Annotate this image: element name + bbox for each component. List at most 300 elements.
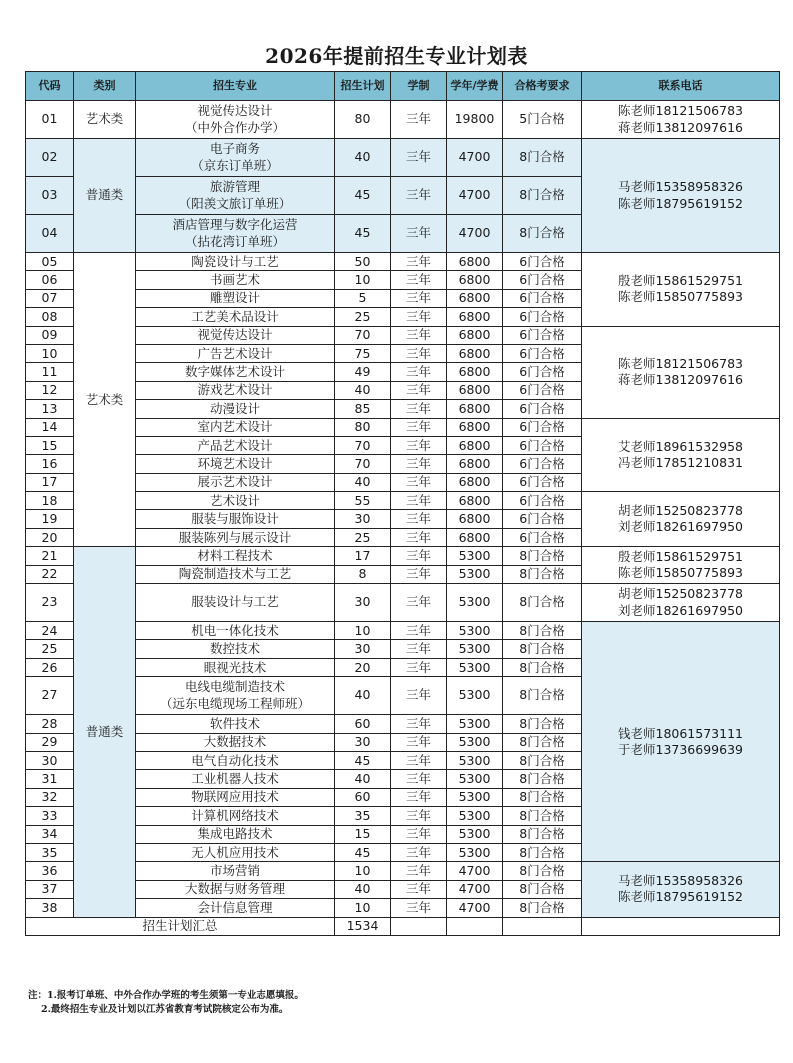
plan-cell: 25: [335, 528, 391, 546]
table-row: [26, 547, 780, 565]
requirement-cell: 8门合格: [503, 584, 582, 622]
major-cell: [136, 308, 335, 326]
requirement-cell: 8门合格: [503, 733, 582, 751]
major-cell: [136, 436, 335, 454]
contact-cell: [582, 492, 780, 547]
plan-cell: 5: [335, 289, 391, 307]
major-name: 电子商务: [209, 140, 260, 156]
duration-cell: 三年: [391, 528, 447, 546]
major-cell: [136, 825, 335, 843]
table-row: [26, 326, 780, 344]
requirement-cell: 8门合格: [503, 880, 582, 898]
plan-cell: 10: [335, 622, 391, 640]
tuition-cell: 5300: [447, 770, 503, 788]
major-cell: [136, 733, 335, 751]
tuition-cell: 6800: [447, 492, 503, 510]
code-cell: 28: [26, 715, 74, 733]
requirement-cell: 6门合格: [503, 381, 582, 399]
major-name: 艺术设计: [209, 492, 260, 508]
major-cell: [136, 418, 335, 436]
major-cell: [136, 622, 335, 640]
table-row: [26, 253, 780, 271]
plan-cell: 40: [335, 139, 391, 177]
major-cell: [136, 788, 335, 806]
tuition-cell: 6800: [447, 271, 503, 289]
duration-cell: 三年: [391, 622, 447, 640]
duration-cell: 三年: [391, 363, 447, 381]
requirement-cell: 6门合格: [503, 528, 582, 546]
requirement-cell: 8门合格: [503, 139, 582, 177]
table-row: [26, 622, 780, 640]
code-cell: 33: [26, 807, 74, 825]
header-requirement: 合格考要求: [503, 72, 582, 101]
contact-line: 刘老师18261697950: [618, 602, 743, 618]
category-cell: 普通类: [74, 547, 136, 917]
plan-cell: 60: [335, 715, 391, 733]
contact-line: 胡老师15250823778: [618, 503, 743, 519]
tuition-cell: 6800: [447, 381, 503, 399]
major-cell: [136, 215, 335, 253]
requirement-cell: 8门合格: [503, 843, 582, 861]
duration-cell: 三年: [391, 473, 447, 491]
tuition-cell: 5300: [447, 733, 503, 751]
major-cell: [136, 177, 335, 215]
tuition-cell: 5300: [447, 825, 503, 843]
duration-cell: 三年: [391, 658, 447, 676]
tuition-cell: 5300: [447, 788, 503, 806]
plan-cell: 40: [335, 473, 391, 491]
major-name: 集成电路技术: [197, 826, 273, 842]
code-cell: 36: [26, 862, 74, 880]
contact-cell: [582, 326, 780, 418]
category-cell: 艺术类: [74, 101, 136, 139]
plan-cell: 25: [335, 308, 391, 326]
major-name: 服装与服饰设计: [191, 511, 279, 527]
major-cell: [136, 510, 335, 528]
plan-cell: 70: [335, 436, 391, 454]
major-name: 室内艺术设计: [197, 419, 273, 435]
footnote-line-1: 注：1.报考订单班、中外合作办学班的考生须第一专业志愿填报。: [28, 990, 304, 1001]
plan-cell: 10: [335, 271, 391, 289]
major-cell: [136, 640, 335, 658]
requirement-cell: 6门合格: [503, 510, 582, 528]
duration-cell: 三年: [391, 733, 447, 751]
code-cell: 34: [26, 825, 74, 843]
duration-cell: 三年: [391, 751, 447, 769]
major-cell: [136, 584, 335, 622]
tuition-cell: 6800: [447, 436, 503, 454]
major-name: 服装设计与工艺: [191, 594, 279, 610]
plan-cell: 55: [335, 492, 391, 510]
plan-cell: 30: [335, 640, 391, 658]
contact-line: 胡老师15250823778: [618, 585, 743, 601]
major-name: 陶瓷制造技术与工艺: [178, 566, 292, 582]
code-cell: 08: [26, 308, 74, 326]
requirement-cell: 8门合格: [503, 640, 582, 658]
plan-cell: 30: [335, 510, 391, 528]
major-name: 书画艺术: [209, 272, 260, 288]
contact-line: 陈老师15850775893: [618, 565, 743, 581]
requirement-cell: 8门合格: [503, 825, 582, 843]
total-empty-cell: [503, 917, 582, 935]
major-name: 产品艺术设计: [197, 437, 273, 453]
duration-cell: 三年: [391, 640, 447, 658]
code-cell: 26: [26, 658, 74, 676]
major-name: 数控技术: [209, 641, 260, 657]
major-cell: [136, 363, 335, 381]
contact-line: 殷老师15861529751: [618, 273, 743, 289]
duration-cell: 三年: [391, 400, 447, 418]
page-title: 2026年提前招生专业计划表: [265, 44, 528, 68]
tuition-cell: 6800: [447, 308, 503, 326]
tuition-cell: 6800: [447, 253, 503, 271]
tuition-cell: 4700: [447, 139, 503, 177]
requirement-cell: 8门合格: [503, 547, 582, 565]
duration-cell: 三年: [391, 139, 447, 177]
major-name: 游戏艺术设计: [197, 382, 273, 398]
plan-cell: 70: [335, 455, 391, 473]
contact-cell: [582, 622, 780, 862]
requirement-cell: 8门合格: [503, 658, 582, 676]
plan-cell: 80: [335, 418, 391, 436]
requirement-cell: 8门合格: [503, 899, 582, 917]
table-row: [26, 862, 780, 880]
contact-line: 陈老师18121506783: [618, 102, 743, 118]
major-cell: [136, 381, 335, 399]
tuition-cell: 6800: [447, 363, 503, 381]
duration-cell: 三年: [391, 381, 447, 399]
requirement-cell: 6门合格: [503, 271, 582, 289]
plan-cell: 40: [335, 677, 391, 715]
tuition-cell: 4700: [447, 215, 503, 253]
major-cell: [136, 492, 335, 510]
tuition-cell: 6800: [447, 400, 503, 418]
contact-line: 蒋老师13812097616: [618, 372, 743, 388]
code-cell: 23: [26, 584, 74, 622]
header-category: 类别: [74, 72, 136, 101]
major-cell: [136, 547, 335, 565]
major-note: （拈花湾订单班）: [184, 233, 285, 249]
major-note: （京东订单班）: [191, 157, 279, 173]
requirement-cell: 6门合格: [503, 418, 582, 436]
major-name: 环境艺术设计: [197, 455, 273, 471]
code-cell: 38: [26, 899, 74, 917]
major-cell: [136, 271, 335, 289]
duration-cell: 三年: [391, 880, 447, 898]
major-cell: [136, 807, 335, 825]
major-cell: [136, 455, 335, 473]
tuition-cell: 6800: [447, 418, 503, 436]
duration-cell: 三年: [391, 547, 447, 565]
requirement-cell: 5门合格: [503, 101, 582, 139]
total-value: 1534: [335, 917, 391, 935]
enrollment-plan-table: [25, 71, 780, 936]
duration-cell: 三年: [391, 510, 447, 528]
tuition-cell: 6800: [447, 455, 503, 473]
contact-line: 陈老师18795619152: [618, 889, 743, 905]
contact-cell: [582, 253, 780, 327]
major-cell: [136, 880, 335, 898]
code-cell: 20: [26, 528, 74, 546]
tuition-cell: 5300: [447, 658, 503, 676]
code-cell: 13: [26, 400, 74, 418]
duration-cell: 三年: [391, 177, 447, 215]
tuition-cell: 5300: [447, 751, 503, 769]
code-cell: 07: [26, 289, 74, 307]
code-cell: 22: [26, 565, 74, 583]
major-name: 物联网应用技术: [191, 789, 279, 805]
plan-cell: 80: [335, 101, 391, 139]
duration-cell: 三年: [391, 492, 447, 510]
major-cell: [136, 289, 335, 307]
header-code: 代码: [26, 72, 74, 101]
requirement-cell: 6门合格: [503, 289, 582, 307]
duration-cell: 三年: [391, 418, 447, 436]
contact-cell: [582, 139, 780, 253]
duration-cell: 三年: [391, 344, 447, 362]
plan-cell: 40: [335, 381, 391, 399]
plan-cell: 35: [335, 807, 391, 825]
major-cell: [136, 101, 335, 139]
duration-cell: 三年: [391, 308, 447, 326]
plan-cell: 10: [335, 899, 391, 917]
major-name: 机电一体化技术: [191, 622, 279, 638]
code-cell: 10: [26, 344, 74, 362]
requirement-cell: 6门合格: [503, 473, 582, 491]
major-name: 工业机器人技术: [191, 771, 279, 787]
major-cell: [136, 344, 335, 362]
major-note: （阳羡文旅订单班）: [178, 195, 292, 211]
major-cell: [136, 565, 335, 583]
code-cell: 12: [26, 381, 74, 399]
code-cell: 32: [26, 788, 74, 806]
contact-line: 冯老师17851210831: [618, 454, 743, 470]
major-cell: [136, 862, 335, 880]
plan-cell: 75: [335, 344, 391, 362]
major-name: 大数据技术: [203, 734, 267, 750]
tuition-cell: 5300: [447, 677, 503, 715]
total-empty-cell: [447, 917, 503, 935]
category-cell: 普通类: [74, 139, 136, 253]
requirement-cell: 6门合格: [503, 400, 582, 418]
duration-cell: 三年: [391, 271, 447, 289]
table-row: [26, 492, 780, 510]
major-cell: [136, 473, 335, 491]
requirement-cell: 6门合格: [503, 326, 582, 344]
requirement-cell: 6门合格: [503, 492, 582, 510]
requirement-cell: 8门合格: [503, 677, 582, 715]
table-row: [26, 101, 780, 139]
duration-cell: 三年: [391, 677, 447, 715]
code-cell: 24: [26, 622, 74, 640]
header-row: [26, 72, 780, 101]
plan-cell: 85: [335, 400, 391, 418]
major-cell: [136, 770, 335, 788]
duration-cell: 三年: [391, 899, 447, 917]
plan-cell: 30: [335, 733, 391, 751]
plan-cell: 30: [335, 584, 391, 622]
major-cell: [136, 139, 335, 177]
requirement-cell: 8门合格: [503, 177, 582, 215]
category-cell: 艺术类: [74, 253, 136, 547]
major-cell: [136, 899, 335, 917]
header-contact: 联系电话: [582, 72, 780, 101]
plan-cell: 40: [335, 880, 391, 898]
major-name: 工艺美术品设计: [191, 308, 279, 324]
plan-cell: 10: [335, 862, 391, 880]
duration-cell: 三年: [391, 862, 447, 880]
major-name: 动漫设计: [209, 400, 260, 416]
code-cell: 27: [26, 677, 74, 715]
major-name: 雕塑设计: [209, 290, 260, 306]
code-cell: 05: [26, 253, 74, 271]
contact-line: 艾老师18961532958: [618, 438, 743, 454]
contact-line: 于老师13736699639: [618, 741, 743, 757]
plan-cell: 20: [335, 658, 391, 676]
major-name: 眼视光技术: [203, 659, 267, 675]
table-body: [26, 101, 780, 918]
major-name: 会计信息管理: [197, 899, 273, 915]
plan-cell: 45: [335, 177, 391, 215]
duration-cell: 三年: [391, 584, 447, 622]
requirement-cell: 8门合格: [503, 215, 582, 253]
code-cell: 04: [26, 215, 74, 253]
tuition-cell: 5300: [447, 565, 503, 583]
plan-cell: 60: [335, 788, 391, 806]
requirement-cell: 6门合格: [503, 455, 582, 473]
contact-line: 马老师15358958326: [618, 873, 743, 889]
tuition-cell: 6800: [447, 510, 503, 528]
contact-line: 马老师15358958326: [618, 178, 743, 194]
duration-cell: 三年: [391, 770, 447, 788]
major-name: 展示艺术设计: [197, 474, 273, 490]
requirement-cell: 8门合格: [503, 788, 582, 806]
requirement-cell: 8门合格: [503, 770, 582, 788]
tuition-cell: 5300: [447, 807, 503, 825]
tuition-cell: 5300: [447, 843, 503, 861]
major-cell: [136, 253, 335, 271]
duration-cell: 三年: [391, 565, 447, 583]
code-cell: 11: [26, 363, 74, 381]
code-cell: 03: [26, 177, 74, 215]
tuition-cell: 5300: [447, 715, 503, 733]
requirement-cell: 6门合格: [503, 363, 582, 381]
code-cell: 01: [26, 101, 74, 139]
requirement-cell: 8门合格: [503, 715, 582, 733]
contact-line: 殷老师15861529751: [618, 549, 743, 565]
tuition-cell: 6800: [447, 326, 503, 344]
requirement-cell: 6门合格: [503, 308, 582, 326]
total-empty-cell: [582, 917, 780, 935]
tuition-cell: 4700: [447, 862, 503, 880]
plan-cell: 8: [335, 565, 391, 583]
major-cell: [136, 658, 335, 676]
total-label: 招生计划汇总: [26, 917, 335, 935]
duration-cell: 三年: [391, 326, 447, 344]
major-name: 材料工程技术: [197, 547, 273, 563]
duration-cell: 三年: [391, 843, 447, 861]
contact-cell: [582, 418, 780, 492]
plan-cell: 70: [335, 326, 391, 344]
requirement-cell: 8门合格: [503, 622, 582, 640]
major-name: 广告艺术设计: [197, 345, 273, 361]
contact-line: 刘老师18261697950: [618, 519, 743, 535]
contact-line: 陈老师15850775893: [618, 289, 743, 305]
major-cell: [136, 528, 335, 546]
major-name: 服装陈列与展示设计: [178, 529, 292, 545]
footnote: [28, 989, 304, 1017]
duration-cell: 三年: [391, 715, 447, 733]
tuition-cell: 6800: [447, 344, 503, 362]
requirement-cell: 6门合格: [503, 344, 582, 362]
major-name: 计算机网络技术: [191, 807, 279, 823]
tuition-cell: 5300: [447, 640, 503, 658]
major-note: （中外合作办学）: [184, 119, 285, 135]
major-name: 电气自动化技术: [191, 752, 279, 768]
requirement-cell: 8门合格: [503, 565, 582, 583]
plan-cell: 15: [335, 825, 391, 843]
duration-cell: 三年: [391, 455, 447, 473]
contact-cell: [582, 584, 780, 622]
code-cell: 17: [26, 473, 74, 491]
tuition-cell: 5300: [447, 584, 503, 622]
major-cell: [136, 677, 335, 715]
tuition-cell: 6800: [447, 289, 503, 307]
major-name: 视觉传达设计: [197, 102, 273, 118]
plan-cell: 50: [335, 253, 391, 271]
tuition-cell: 6800: [447, 473, 503, 491]
major-cell: [136, 843, 335, 861]
table-row: [26, 139, 780, 177]
duration-cell: 三年: [391, 253, 447, 271]
major-cell: [136, 715, 335, 733]
contact-cell: [582, 547, 780, 584]
tuition-cell: 4700: [447, 899, 503, 917]
code-cell: 15: [26, 436, 74, 454]
code-cell: 19: [26, 510, 74, 528]
code-cell: 29: [26, 733, 74, 751]
major-note: （远东电缆现场工程师班）: [159, 695, 310, 711]
tuition-cell: 5300: [447, 622, 503, 640]
duration-cell: 三年: [391, 825, 447, 843]
requirement-cell: 6门合格: [503, 436, 582, 454]
contact-cell: [582, 101, 780, 139]
code-cell: 16: [26, 455, 74, 473]
major-cell: [136, 326, 335, 344]
plan-cell: 45: [335, 215, 391, 253]
contact-cell: [582, 862, 780, 917]
code-cell: 21: [26, 547, 74, 565]
tuition-cell: 19800: [447, 101, 503, 139]
plan-cell: 17: [335, 547, 391, 565]
major-name: 旅游管理: [209, 178, 260, 194]
contact-line: 陈老师18121506783: [618, 356, 743, 372]
tuition-cell: 4700: [447, 177, 503, 215]
major-name: 软件技术: [209, 715, 260, 731]
plan-cell: 45: [335, 751, 391, 769]
tuition-cell: 5300: [447, 547, 503, 565]
major-name: 数字媒体艺术设计: [184, 364, 285, 380]
header-tuition: 学年/学费: [447, 72, 503, 101]
contact-line: 蒋老师13812097616: [618, 119, 743, 135]
duration-cell: 三年: [391, 807, 447, 825]
code-cell: 02: [26, 139, 74, 177]
duration-cell: 三年: [391, 436, 447, 454]
code-cell: 18: [26, 492, 74, 510]
table-row: [26, 418, 780, 436]
major-name: 大数据与财务管理: [184, 881, 285, 897]
plan-cell: 45: [335, 843, 391, 861]
